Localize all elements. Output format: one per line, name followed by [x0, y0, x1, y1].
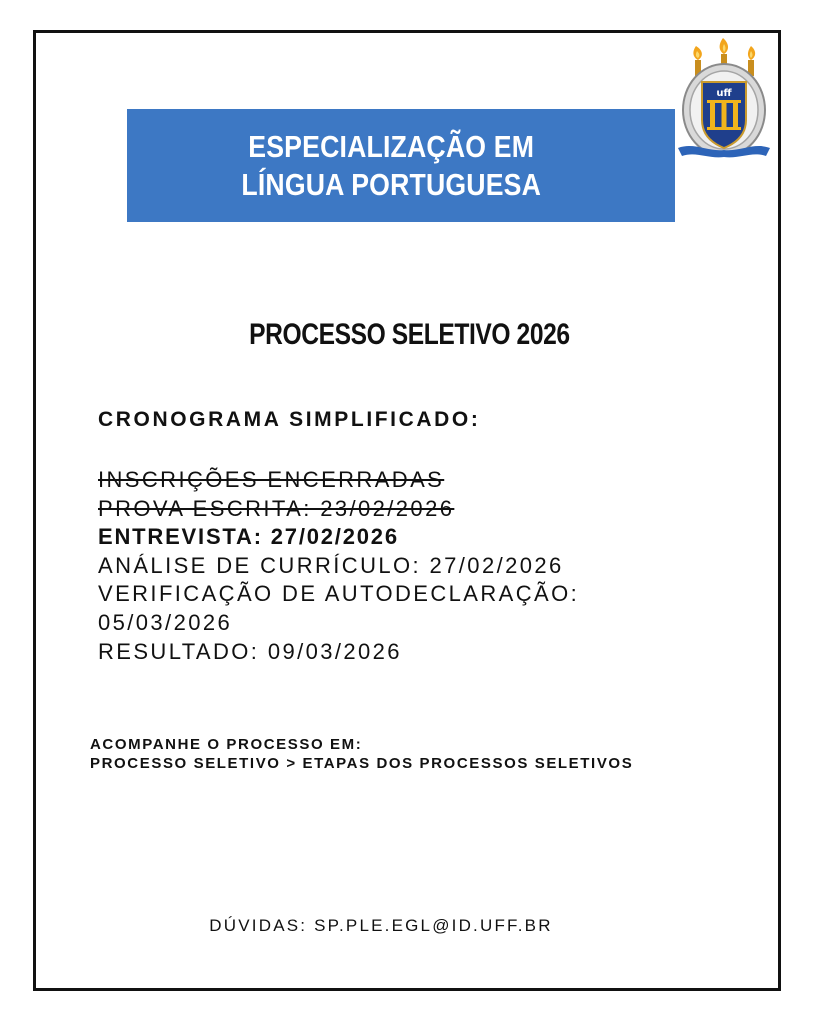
schedule-title: CRONOGRAMA SIMPLIFICADO:: [98, 408, 481, 431]
course-title-line2: LÍNGUA PORTUGUESA: [241, 166, 541, 202]
schedule-item-self-declaration-date: 05/03/2026: [98, 609, 233, 635]
torch-right: [748, 46, 755, 76]
schedule-item-registrations: INSCRIÇÕES ENCERRADAS: [98, 467, 445, 492]
page-heading: [0, 318, 819, 352]
course-title-banner: [127, 109, 675, 222]
course-title-line1: ESPECIALIZAÇÃO EM: [248, 128, 534, 164]
uff-crest-icon: [674, 36, 774, 164]
page-heading-text: PROCESSO SELETIVO 2026: [249, 318, 570, 351]
schedule-item-cv-analysis: ANÁLISE DE CURRÍCULO: 27/02/2026: [98, 552, 564, 578]
logo-text: uff: [716, 88, 732, 99]
schedule-item-written-exam: PROVA ESCRITA: 23/02/2026: [98, 495, 455, 521]
schedule-item-result: RESULTADO: 09/03/2026: [98, 638, 402, 664]
contact-email: DÚVIDAS: SP.PLE.EGL@ID.UFF.BR: [209, 916, 553, 935]
schedule-item-interview: ENTREVISTA: 27/02/2026: [98, 524, 399, 550]
schedule-list: [98, 466, 579, 666]
follow-line-1: ACOMPANHE O PROCESSO EM:: [90, 736, 363, 753]
follow-line-2: PROCESSO SELETIVO > ETAPAS DOS PROCESSOS SELETIVOS: [90, 755, 634, 772]
schedule-item-self-declaration: VERIFICAÇÃO DE AUTODECLARAÇÃO:: [98, 581, 580, 607]
follow-info: [90, 735, 633, 773]
